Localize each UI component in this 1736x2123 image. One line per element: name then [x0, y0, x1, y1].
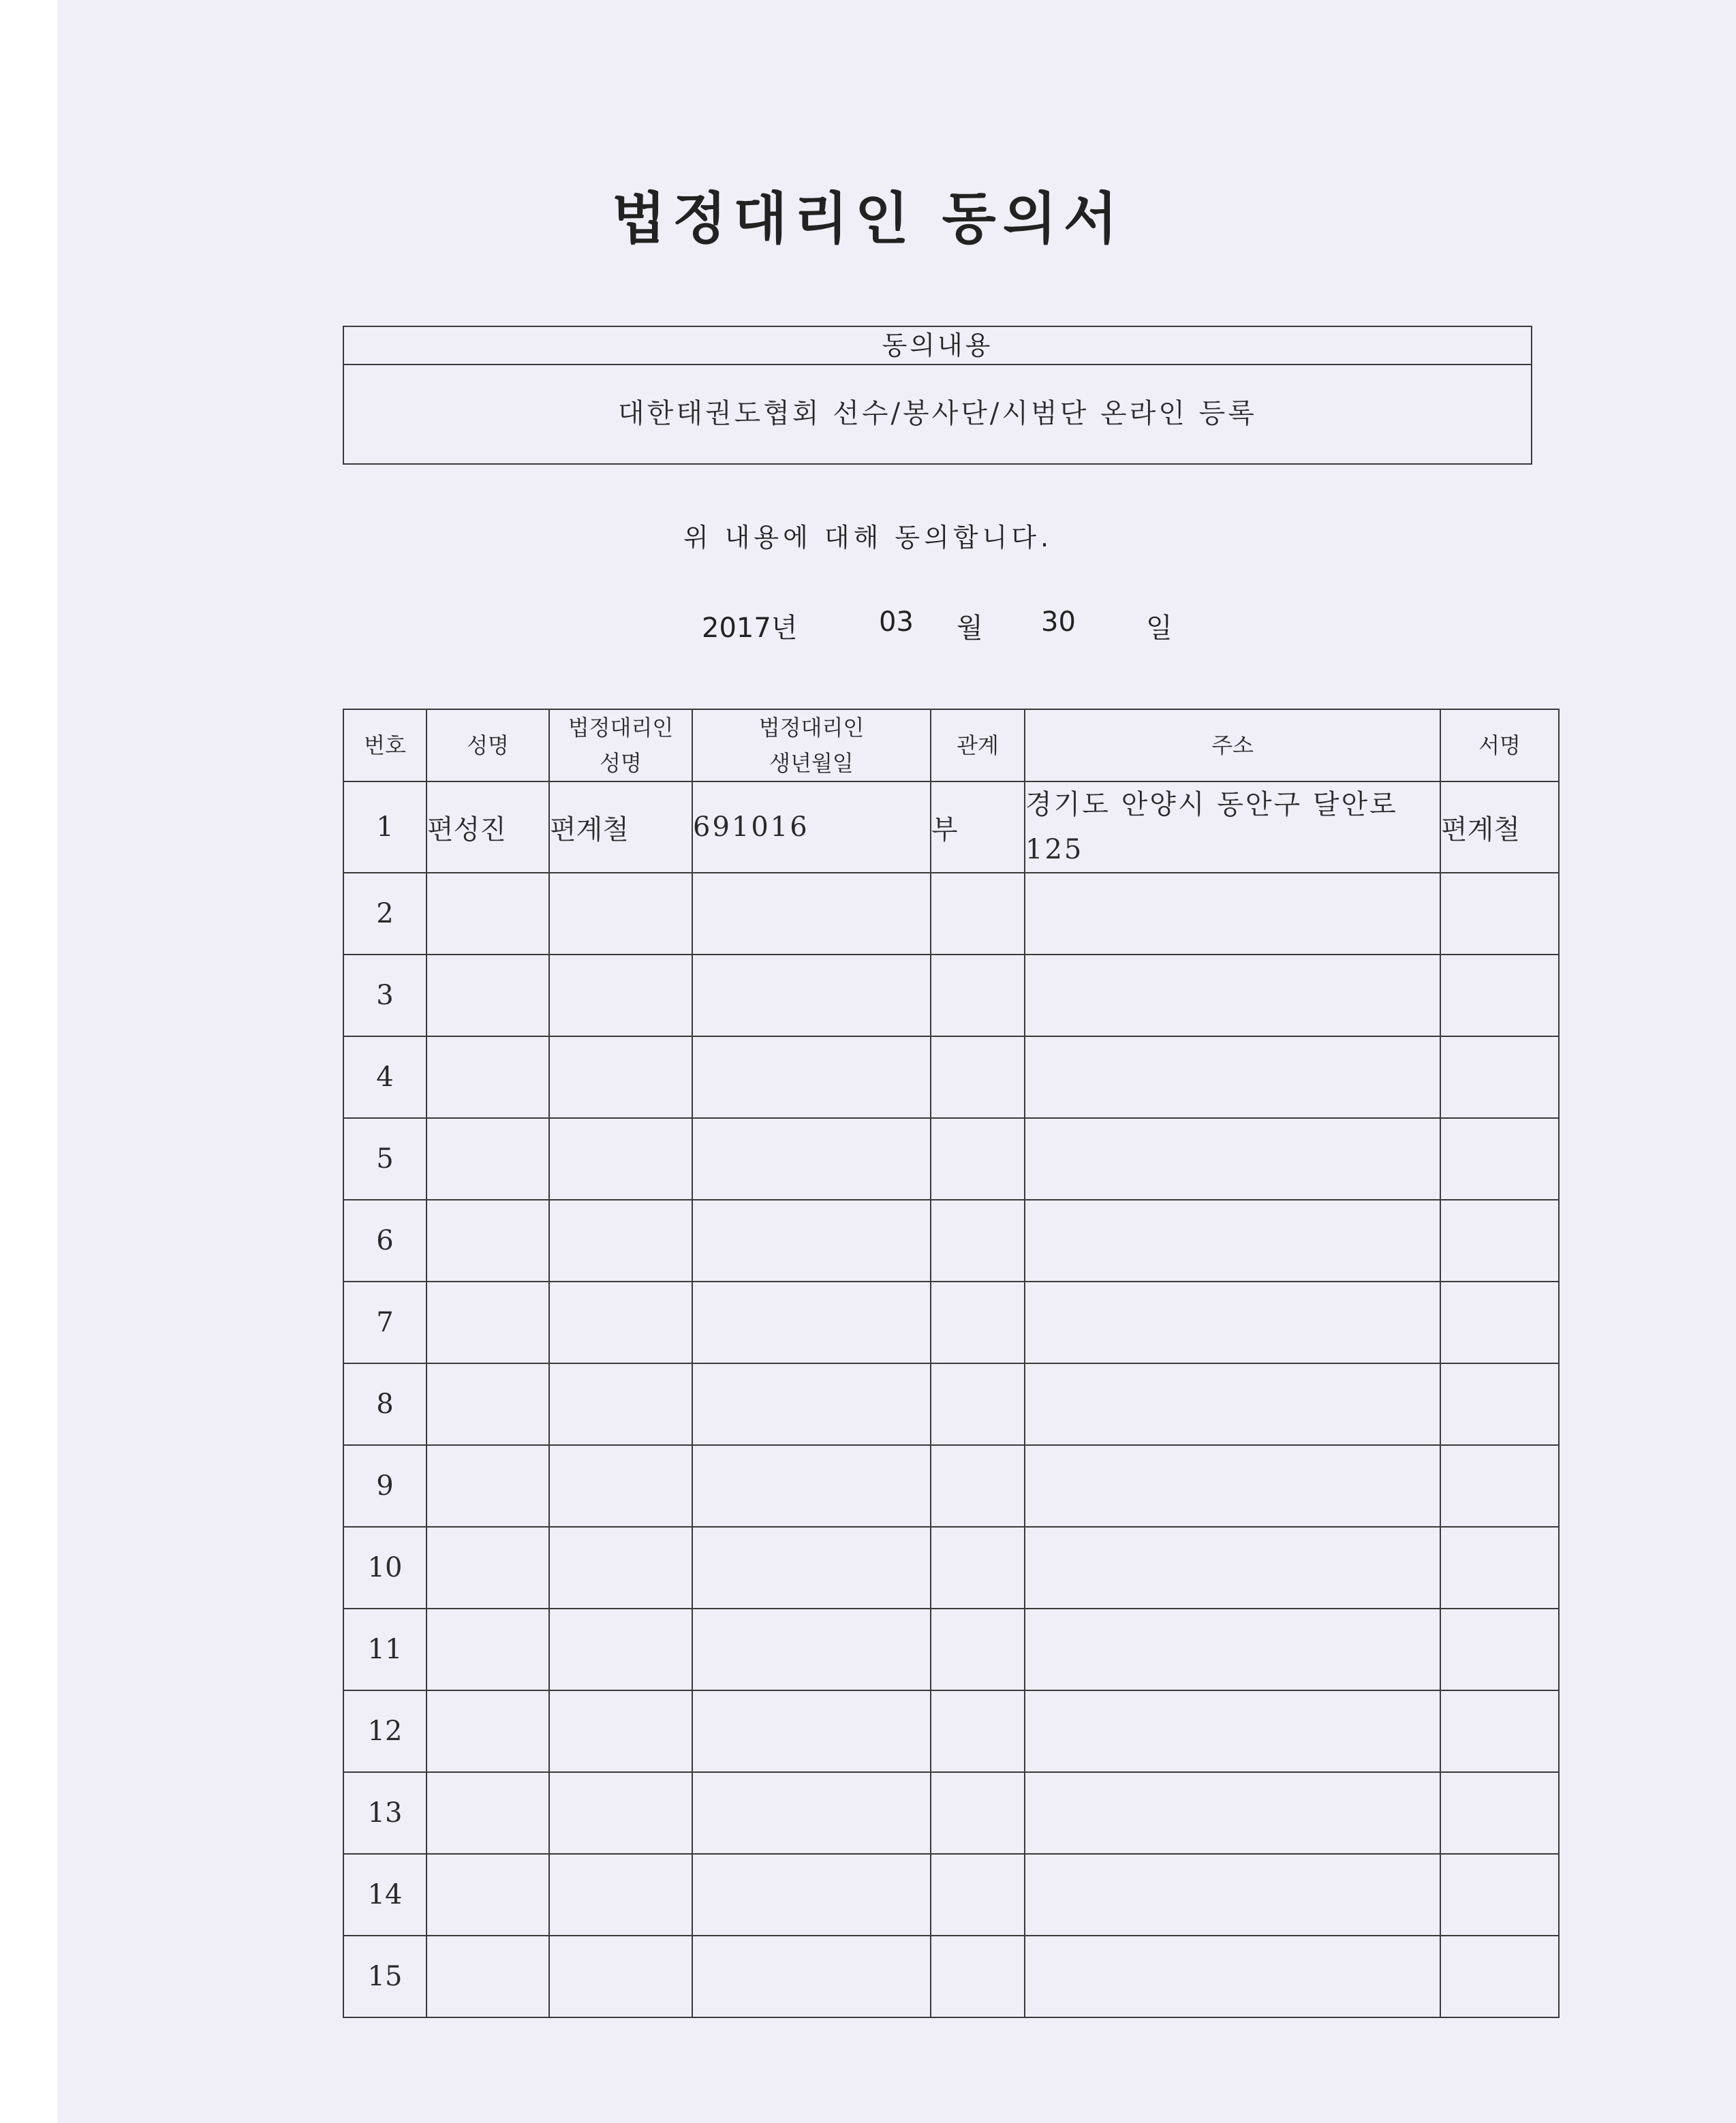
row-number: 12: [343, 1690, 427, 1772]
header-guardian-name: [549, 709, 692, 781]
row-guardian-name: [549, 1282, 692, 1363]
row-address: [1025, 1854, 1440, 1936]
row-address: [1025, 1282, 1440, 1363]
row-name: [427, 1609, 549, 1690]
table-row: [343, 1036, 1559, 1118]
date-month: 03: [879, 606, 914, 638]
header-guardian-birth-line1: 법정대리인: [758, 715, 865, 741]
row-address: [1025, 1445, 1440, 1527]
row-relation: [931, 1118, 1025, 1200]
document-title: 법정대리인 동의서: [611, 186, 1125, 251]
row-number: 15: [343, 1936, 427, 2017]
date-month-label: 월: [957, 613, 983, 644]
table-row: [343, 781, 1559, 873]
row-name: [427, 1445, 549, 1527]
row-signature: [1440, 1200, 1559, 1282]
row-guardian-name: 편계철: [549, 781, 692, 873]
row-signature: [1440, 1282, 1559, 1363]
row-address: [1025, 1363, 1440, 1445]
row-guardian-birth: [692, 1527, 931, 1609]
row-name: 편성진: [427, 781, 549, 873]
row-name: [427, 1118, 549, 1200]
row-relation: [931, 1036, 1025, 1118]
date-day-label: 일: [1146, 613, 1173, 644]
header-signature: 서명: [1440, 709, 1559, 781]
table-row: [343, 1282, 1559, 1363]
row-name: [427, 955, 549, 1036]
table-row: [343, 1200, 1559, 1282]
row-guardian-birth: [692, 1200, 931, 1282]
row-name: [427, 1200, 549, 1282]
row-guardian-name: [549, 1936, 692, 2017]
row-guardian-birth: [692, 1282, 931, 1363]
row-signature: [1440, 1936, 1559, 2017]
row-number: 6: [343, 1200, 427, 1282]
row-name: [427, 1936, 549, 2017]
row-signature: [1440, 1363, 1559, 1445]
row-relation: [931, 1690, 1025, 1772]
row-guardian-name: [549, 955, 692, 1036]
row-number: 7: [343, 1282, 427, 1363]
header-guardian-name-line2: 성명: [600, 750, 642, 776]
consent-body: 대한태권도협회 선수/봉사단/시범단 온라인 등록: [618, 398, 1257, 429]
table-row: [343, 1936, 1559, 2017]
header-name: 성명: [427, 709, 549, 781]
scan-margin: [0, 0, 57, 2123]
date-year: 2017년: [702, 613, 798, 644]
row-guardian-name: [549, 1854, 692, 1936]
row-guardian-name: [549, 1609, 692, 1690]
row-signature: [1440, 873, 1559, 955]
header-address: 주소: [1025, 709, 1440, 781]
row-name: [427, 1690, 549, 1772]
row-signature: 편계철: [1440, 781, 1559, 873]
row-relation: [931, 1282, 1025, 1363]
row-guardian-birth: 691016: [692, 781, 931, 873]
table-row: [343, 873, 1559, 955]
row-address: [1025, 1200, 1440, 1282]
row-number: 10: [343, 1527, 427, 1609]
row-guardian-name: [549, 1363, 692, 1445]
row-address: 경기도 안양시 동안구 달안로 125: [1025, 781, 1440, 873]
header-relation: 관계: [931, 709, 1025, 781]
row-guardian-name: [549, 873, 692, 955]
row-address: [1025, 1036, 1440, 1118]
row-signature: [1440, 1854, 1559, 1936]
row-number: 14: [343, 1854, 427, 1936]
row-address: [1025, 873, 1440, 955]
consent-heading: 동의내용: [344, 327, 1531, 365]
row-address: [1025, 955, 1440, 1036]
row-guardian-name: [549, 1118, 692, 1200]
row-signature: [1440, 1527, 1559, 1609]
row-relation: [931, 1772, 1025, 1854]
header-guardian-birth: [692, 709, 931, 781]
row-relation: [931, 1854, 1025, 1936]
row-guardian-birth: [692, 873, 931, 955]
row-guardian-birth: [692, 1690, 931, 1772]
row-relation: [931, 873, 1025, 955]
table-row: [343, 955, 1559, 1036]
row-address: [1025, 1118, 1440, 1200]
row-guardian-name: [549, 1690, 692, 1772]
row-number: 13: [343, 1772, 427, 1854]
row-address: [1025, 1936, 1440, 2017]
row-signature: [1440, 1036, 1559, 1118]
table-row: [343, 1854, 1559, 1936]
row-address: [1025, 1772, 1440, 1854]
guardian-consent-table: [343, 709, 1560, 2018]
table-header-row: [343, 709, 1559, 781]
row-guardian-name: [549, 1527, 692, 1609]
row-guardian-name: [549, 1200, 692, 1282]
row-number: 8: [343, 1363, 427, 1445]
row-number: 1: [343, 781, 427, 873]
date-day: 30: [1041, 606, 1076, 638]
row-number: 9: [343, 1445, 427, 1527]
table-row: [343, 1527, 1559, 1609]
row-signature: [1440, 1772, 1559, 1854]
row-address: [1025, 1609, 1440, 1690]
row-signature: [1440, 1118, 1559, 1200]
row-number: 11: [343, 1609, 427, 1690]
row-name: [427, 1772, 549, 1854]
row-guardian-name: [549, 1445, 692, 1527]
table-row: [343, 1772, 1559, 1854]
table-row: [343, 1445, 1559, 1527]
row-relation: [931, 955, 1025, 1036]
row-number: 4: [343, 1036, 427, 1118]
row-address: [1025, 1527, 1440, 1609]
row-number: 5: [343, 1118, 427, 1200]
consent-box: [343, 326, 1532, 465]
row-name: [427, 873, 549, 955]
header-guardian-birth-line2: 생년월일: [769, 750, 854, 776]
row-relation: [931, 1527, 1025, 1609]
row-number: 3: [343, 955, 427, 1036]
row-guardian-birth: [692, 1772, 931, 1854]
row-guardian-birth: [692, 955, 931, 1036]
row-guardian-birth: [692, 1609, 931, 1690]
table-row: [343, 1609, 1559, 1690]
row-relation: 부: [931, 781, 1025, 873]
row-guardian-name: [549, 1772, 692, 1854]
row-guardian-birth: [692, 1936, 931, 2017]
row-guardian-birth: [692, 1445, 931, 1527]
table-row: [343, 1363, 1559, 1445]
row-guardian-birth: [692, 1118, 931, 1200]
row-guardian-birth: [692, 1363, 931, 1445]
agreement-text: 위 내용에 대해 동의합니다.: [683, 523, 1053, 553]
table-row: [343, 1118, 1559, 1200]
row-signature: [1440, 1445, 1559, 1527]
header-guardian-name-line1: 법정대리인: [568, 715, 674, 741]
row-address: [1025, 1690, 1440, 1772]
table-row: [343, 1690, 1559, 1772]
row-name: [427, 1363, 549, 1445]
row-name: [427, 1854, 549, 1936]
row-signature: [1440, 1609, 1559, 1690]
row-relation: [931, 1200, 1025, 1282]
row-guardian-birth: [692, 1036, 931, 1118]
row-relation: [931, 1936, 1025, 2017]
row-relation: [931, 1609, 1025, 1690]
row-signature: [1440, 1690, 1559, 1772]
row-relation: [931, 1445, 1025, 1527]
row-number: 2: [343, 873, 427, 955]
row-signature: [1440, 955, 1559, 1036]
row-name: [427, 1527, 549, 1609]
header-number: 번호: [343, 709, 427, 781]
row-name: [427, 1282, 549, 1363]
row-guardian-name: [549, 1036, 692, 1118]
row-relation: [931, 1363, 1025, 1445]
row-guardian-birth: [692, 1854, 931, 1936]
row-name: [427, 1036, 549, 1118]
